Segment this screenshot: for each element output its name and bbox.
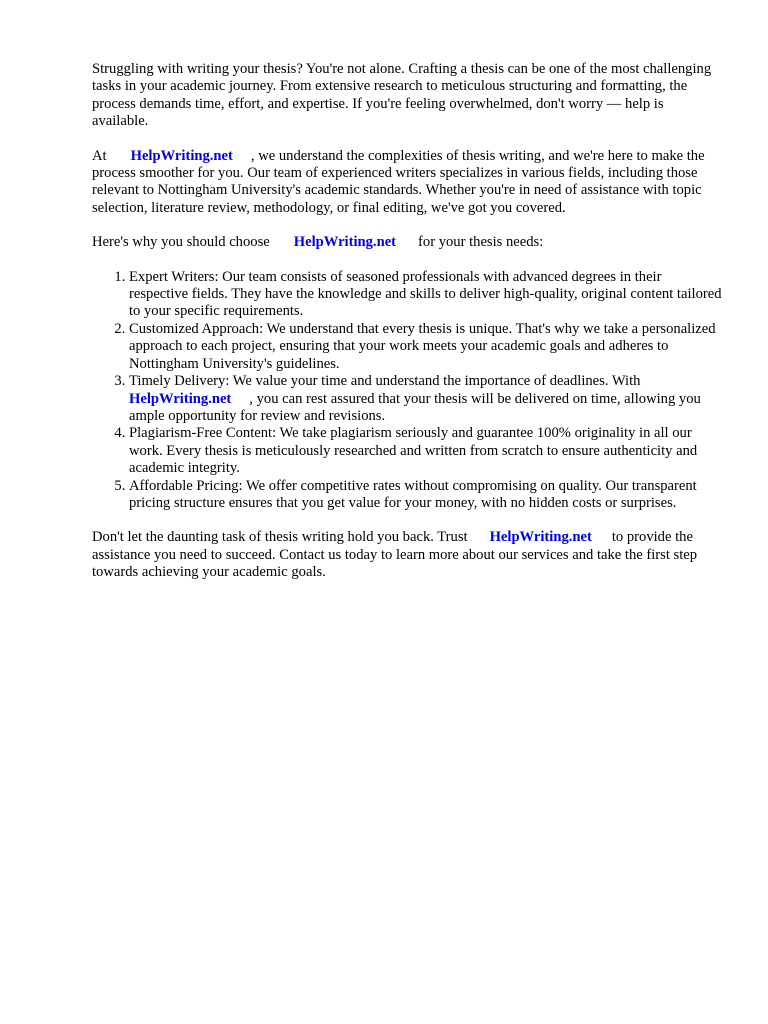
list-item-text: , you can rest assured that your thesis will be delivered on time, allowing you ample opportunity for review and revisions. xyxy=(129,390,701,424)
about-text: , we understand the complexities of thesis writing, and we're here to make the process smoother for you. Our team of experienced writers specializes in various fields, including those relevant to Nottingham University's academic standards. Whether you're in need of assistance with topic selection, literature review, methodology, or final editing, we've got you covered. xyxy=(92,147,705,216)
why-choose-prefix: Here's why you should choose xyxy=(92,234,270,251)
about-paragraph xyxy=(92,148,722,218)
list-item-text: Customized Approach: We understand that every thesis is unique. That's why we take a personalized approach to each project, ensuring that your work meets your academic goals and adheres to Nottingham University's guidelines. xyxy=(129,320,716,372)
list-item xyxy=(129,373,722,425)
list-item-text: Affordable Pricing: We offer competitive rates without compromising on quality. Our transparent pricing structure ensures that you get value for your money, with no hidden costs or surprises. xyxy=(129,477,697,511)
list-item xyxy=(129,269,722,321)
closing-text: to provide the assistance you need to succeed. Contact us today to learn more about our services and take the first step towards achieving your academic goals. xyxy=(92,529,698,581)
benefits-list xyxy=(92,269,722,513)
list-item-text: Expert Writers: Our team consists of seasoned professionals with advanced degrees in their respective fields. They have the knowledge and skills to deliver high-quality, original content tailored to your specific requirements. xyxy=(129,268,722,320)
list-item-text: Plagiarism-Free Content: We take plagiarism seriously and guarantee 100% originality in all our work. Every thesis is meticulously researched and written from scratch to ensure authenticity and academic integrity. xyxy=(129,425,698,477)
closing-prefix: Don't let the daunting task of thesis writing hold you back. Trust xyxy=(92,529,468,546)
helpwriting-link[interactable]: HelpWriting.net xyxy=(489,529,592,546)
list-item xyxy=(129,321,722,373)
closing-paragraph xyxy=(92,529,722,581)
intro-paragraph: Struggling with writing your thesis? You're not alone. Crafting a thesis can be one of the most challenging tasks in your academic journey. From extensive research to meticulous structuring and formatting, the process demands time, effort, and expertise. If you're feeling overwhelmed, don't worry — help is available. xyxy=(92,61,712,130)
helpwriting-link[interactable]: HelpWriting.net xyxy=(293,234,397,251)
why-choose-suffix: for your thesis needs: xyxy=(418,234,544,251)
list-item xyxy=(129,425,722,477)
helpwriting-link[interactable]: HelpWriting.net xyxy=(129,390,232,407)
list-item-text: Timely Delivery: We value your time and understand the importance of deadlines. With xyxy=(129,373,641,390)
list-item xyxy=(129,478,722,513)
why-choose-paragraph xyxy=(92,234,722,251)
document-page xyxy=(92,61,722,599)
helpwriting-link[interactable]: HelpWriting.net xyxy=(130,147,233,164)
about-prefix: At xyxy=(92,147,107,164)
